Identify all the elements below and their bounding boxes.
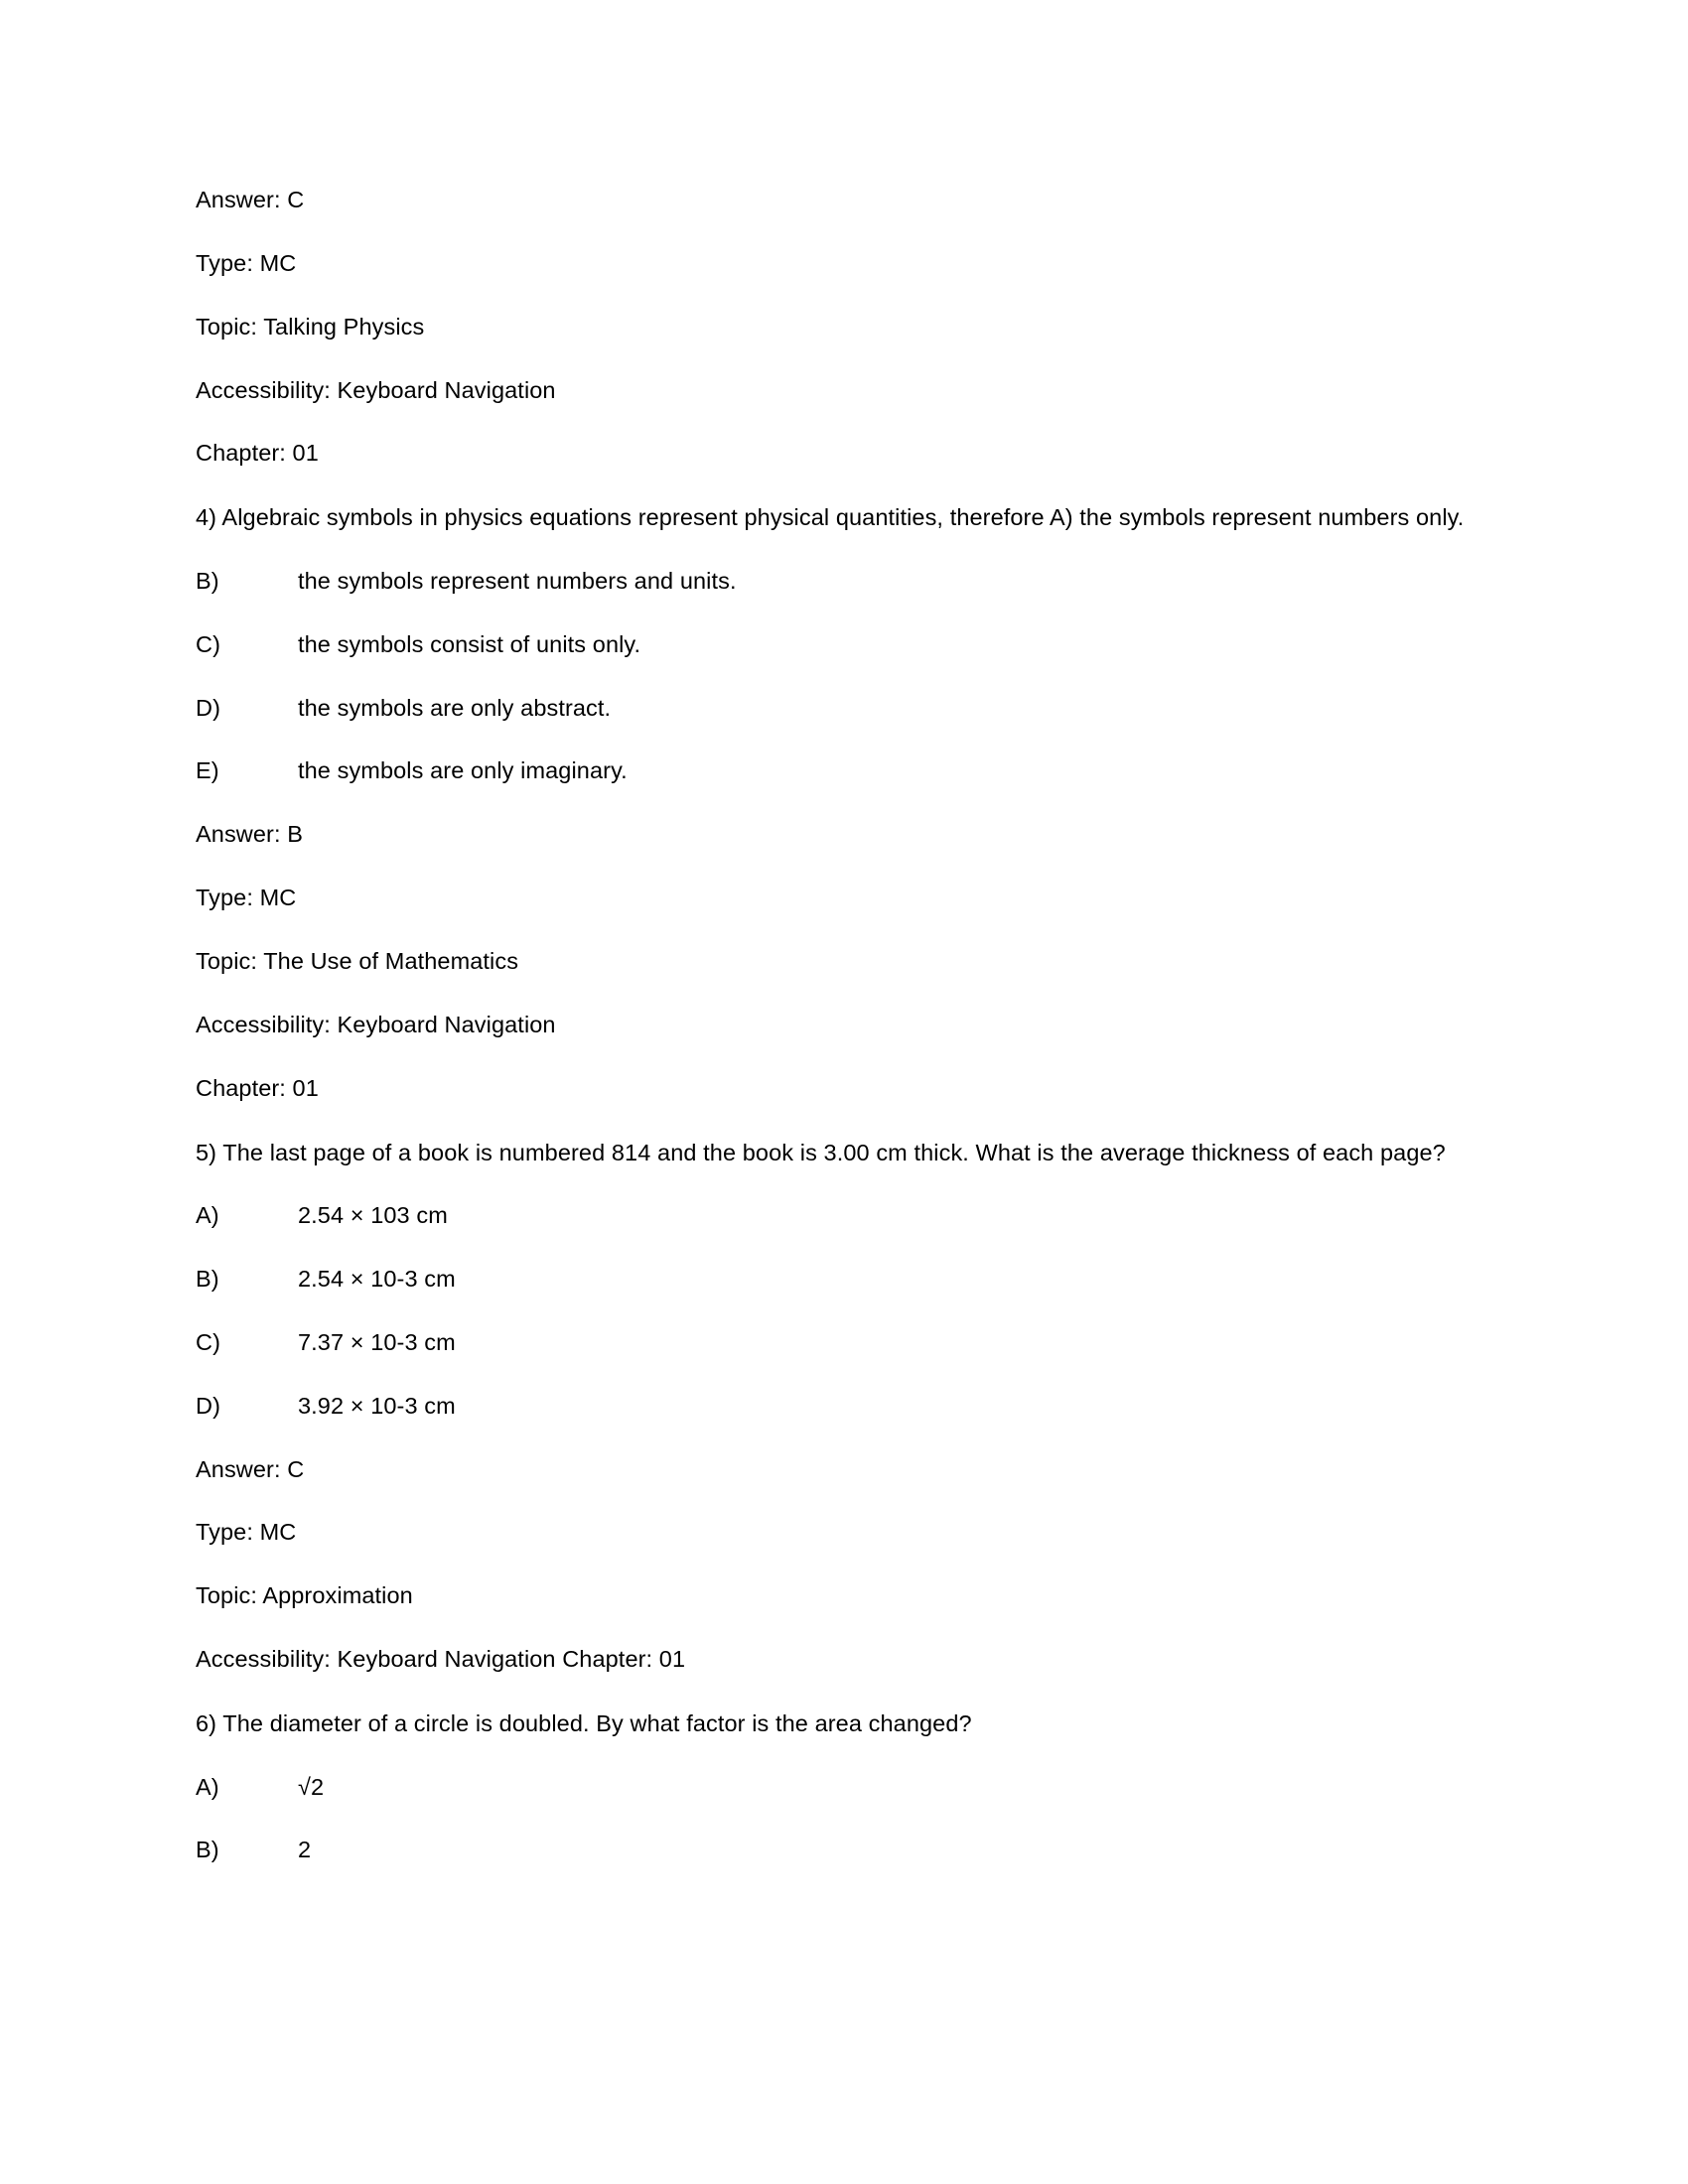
question-5-type: Type: MC <box>196 1519 297 1546</box>
question-5-accessibility: Accessibility: Keyboard Navigation Chapter: 01 <box>196 1646 686 1673</box>
question-4-choice-b <box>196 565 1489 598</box>
choice-label: C) <box>196 1328 220 1355</box>
question-4-chapter: Chapter: 01 <box>196 1074 319 1101</box>
question-5-topic: Topic: Approximation <box>196 1582 413 1609</box>
question-6-choice-a <box>196 1771 1489 1804</box>
question-4-choice-e <box>196 754 1489 787</box>
question-5-choice-c <box>196 1326 1489 1359</box>
question-6-choice-b <box>196 1834 1489 1866</box>
accessibility-line: Accessibility: Keyboard Navigation <box>196 376 556 403</box>
question-4-topic: Topic: The Use of Mathematics <box>196 947 519 974</box>
question-4-answer: Answer: B <box>196 821 303 848</box>
question-5-choice-b <box>196 1263 1489 1296</box>
question-6-stem: 6) The diameter of a circle is doubled. By what factor is the area changed? <box>196 1709 972 1736</box>
choice-label: A) <box>196 1202 219 1229</box>
question-4-choice-d <box>196 692 1489 725</box>
type-line: Type: MC <box>196 249 297 276</box>
choice-text: 3.92 × 10-3 cm <box>298 1392 456 1419</box>
choice-text: 2.54 × 10-3 cm <box>298 1265 456 1292</box>
choice-label: A) <box>196 1773 219 1800</box>
choice-label: B) <box>196 567 219 594</box>
choice-label: C) <box>196 630 220 657</box>
choice-text: √2 <box>298 1773 325 1800</box>
question-4-accessibility: Accessibility: Keyboard Navigation <box>196 1011 556 1037</box>
topic-line: Topic: Talking Physics <box>196 313 425 340</box>
choice-text: 2.54 × 103 cm <box>298 1202 448 1229</box>
question-4-choice-c <box>196 628 1489 661</box>
question-5-stem: 5) The last page of a book is numbered 814 and the book is 3.00 cm thick. What is the average thickness of each page? <box>196 1139 1446 1165</box>
question-5-choice-d <box>196 1390 1489 1423</box>
choice-text: the symbols are only abstract. <box>298 694 612 721</box>
question-4-stem: 4) Algebraic symbols in physics equations represent physical quantities, therefore A) the symbols represent numbers only. <box>196 504 1465 531</box>
answer-line: Answer: C <box>196 187 305 212</box>
choice-label: D) <box>196 694 220 721</box>
choice-text: the symbols represent numbers and units. <box>298 567 737 594</box>
question-4-type: Type: MC <box>196 885 297 911</box>
choice-text: the symbols consist of units only. <box>298 630 641 657</box>
choice-text: 7.37 × 10-3 cm <box>298 1328 456 1355</box>
chapter-line: Chapter: 01 <box>196 440 319 467</box>
choice-label: E) <box>196 757 219 784</box>
choice-label: B) <box>196 1837 219 1863</box>
choice-label: D) <box>196 1392 220 1419</box>
question-5-answer: Answer: C <box>196 1455 305 1482</box>
choice-label: B) <box>196 1265 219 1292</box>
question-5-choice-a <box>196 1199 1489 1232</box>
choice-text: the symbols are only imaginary. <box>298 757 628 784</box>
choice-text: 2 <box>298 1837 312 1863</box>
